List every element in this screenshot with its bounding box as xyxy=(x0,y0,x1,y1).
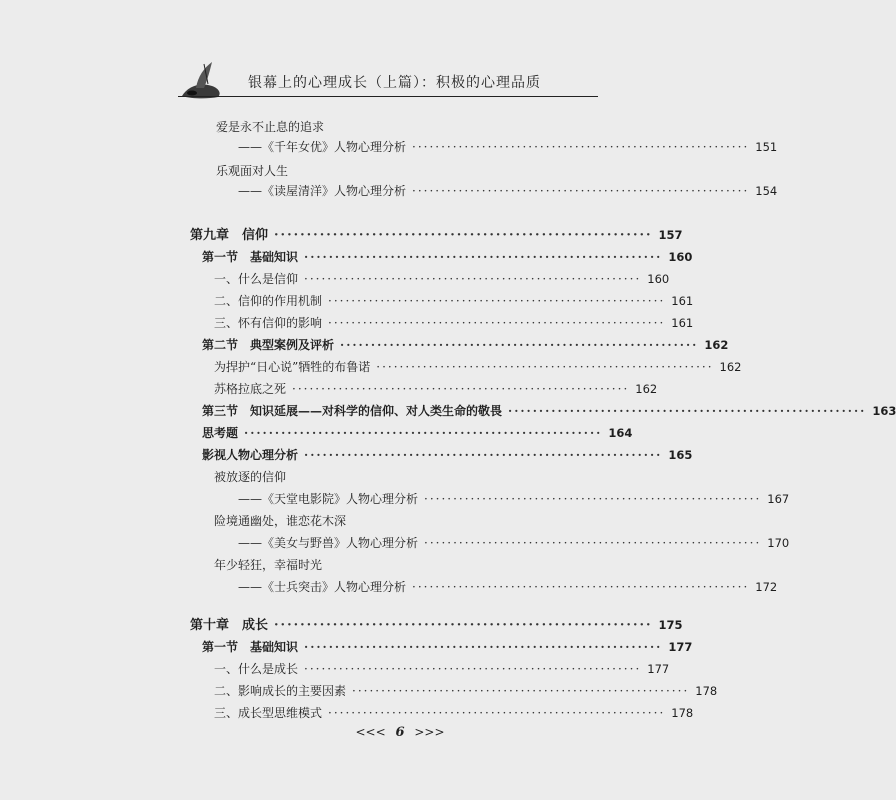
page-number: 178 xyxy=(671,706,694,720)
leader-dots: ·························································· xyxy=(244,426,603,440)
leader-dots: ·························································· xyxy=(412,140,750,154)
leader-dots: ·························································· xyxy=(304,448,663,462)
page-number: 167 xyxy=(767,492,790,506)
chapter-10-entry[interactable]: 第十章 成长 ·························································· 175 xyxy=(190,618,683,633)
toc-entry: 年少轻狂，幸福时光 xyxy=(214,558,323,572)
page-number: 162 xyxy=(704,338,729,352)
page-number: 157 xyxy=(658,228,683,242)
leader-dots: ·························································· xyxy=(304,272,642,286)
leader-dots: ·························································· xyxy=(328,294,666,308)
leader-dots: ·························································· xyxy=(274,618,653,633)
page-number: 160 xyxy=(668,250,693,264)
toc-entry[interactable]: ——《美女与野兽》人物心理分析 ·························································· 170 xyxy=(238,536,790,550)
page-number: 165 xyxy=(668,448,693,462)
page-number: 178 xyxy=(695,684,718,698)
leader-dots: ·························································· xyxy=(304,250,663,264)
chapter-9-entry[interactable]: 第九章 信仰 ·························································· 157 xyxy=(190,228,683,243)
subsection-entry[interactable]: 二、信仰的作用机制 ·························································· 161 xyxy=(214,294,694,308)
toc-entry[interactable]: ——《士兵突击》人物心理分析 ·························································· 172 xyxy=(238,580,778,594)
toc-entry: 被放逐的信仰 xyxy=(214,470,287,484)
subsection-entry[interactable]: 二、影响成长的主要因素 ·························································· 178 xyxy=(214,684,718,698)
toc-entry[interactable]: ——《天堂电影院》人物心理分析 ·························································· 167 xyxy=(238,492,790,506)
page-number: 161 xyxy=(671,316,694,330)
leader-dots: ·························································· xyxy=(304,662,642,676)
toc-entry: 爱是永不止息的追求 xyxy=(216,120,325,134)
subsection-entry[interactable]: 三、怀有信仰的影响 ·························································· 161 xyxy=(214,316,694,330)
section-entry[interactable]: 第一节 基础知识 ·························································· 177 xyxy=(202,640,693,654)
subsection-entry[interactable]: 苏格拉底之死 ·························································· 162 xyxy=(214,382,658,396)
toc-entry: 乐观面对人生 xyxy=(216,164,289,178)
header-title: 银幕上的心理成长（上篇）：积极的心理品质 xyxy=(248,75,541,91)
leader-dots: ·························································· xyxy=(340,338,699,352)
section-entry[interactable]: 影视人物心理分析 ·························································· 165 xyxy=(202,448,693,462)
leader-dots: ·························································· xyxy=(412,184,750,198)
section-entry[interactable]: 第二节 典型案例及评析 ·························································· 162 xyxy=(202,338,729,352)
page-number: 162 xyxy=(719,360,742,374)
page-number: 163 xyxy=(872,404,896,418)
section-entry[interactable]: 第三节 知识延展——对科学的信仰、对人类生命的敬畏 ·························································· 163 xyxy=(202,404,896,418)
leader-dots: ·························································· xyxy=(274,228,653,243)
page-number: 177 xyxy=(668,640,693,654)
leader-dots: ·························································· xyxy=(508,404,867,418)
subsection-entry[interactable]: 一、什么是信仰 ·························································· 160 xyxy=(214,272,670,286)
toc-entry: 险境通幽处，谁恋花木深 xyxy=(214,514,347,528)
leader-dots: ·························································· xyxy=(328,316,666,330)
page-number: 177 xyxy=(647,662,670,676)
page-number: 175 xyxy=(658,618,683,632)
toc-entry[interactable]: ——《千年女优》人物心理分析 ·························································· 151 xyxy=(238,140,778,154)
leader-dots: ·························································· xyxy=(424,492,762,506)
page-number: 151 xyxy=(755,140,778,154)
page-number: 170 xyxy=(767,536,790,550)
page-number: 161 xyxy=(671,294,694,308)
leader-dots: ·························································· xyxy=(376,360,714,374)
footer-page-number: 6 xyxy=(395,725,405,740)
leader-dots: ·························································· xyxy=(304,640,663,654)
leader-dots: ·························································· xyxy=(424,536,762,550)
page-number: 160 xyxy=(647,272,670,286)
footer-right-arrows: >>> xyxy=(414,725,445,739)
page-number: 172 xyxy=(755,580,778,594)
page-number: 162 xyxy=(635,382,658,396)
page-number: 164 xyxy=(608,426,633,440)
subsection-entry[interactable]: 为捍护“日心说”牺牲的布鲁诺 ·························································· 162 xyxy=(214,360,742,374)
section-entry[interactable]: 思考题 ·························································· 164 xyxy=(202,426,633,440)
subsection-entry[interactable]: 三、成长型思维模式 ·························································· 178 xyxy=(214,706,694,720)
page-number: 154 xyxy=(755,184,778,198)
leader-dots: ·························································· xyxy=(292,382,630,396)
section-entry[interactable]: 第一节 基础知识 ·························································· 160 xyxy=(202,250,693,264)
leader-dots: ·························································· xyxy=(412,580,750,594)
footer-left-arrows: <<< xyxy=(355,725,386,739)
subsection-entry[interactable]: 一、什么是成长 ·························································· 177 xyxy=(214,662,670,676)
leader-dots: ·························································· xyxy=(352,684,690,698)
page-footer xyxy=(0,725,800,740)
leader-dots: ·························································· xyxy=(328,706,666,720)
toc-entry[interactable]: ——《读屋清洋》人物心理分析 ·························································· 154 xyxy=(238,184,778,198)
